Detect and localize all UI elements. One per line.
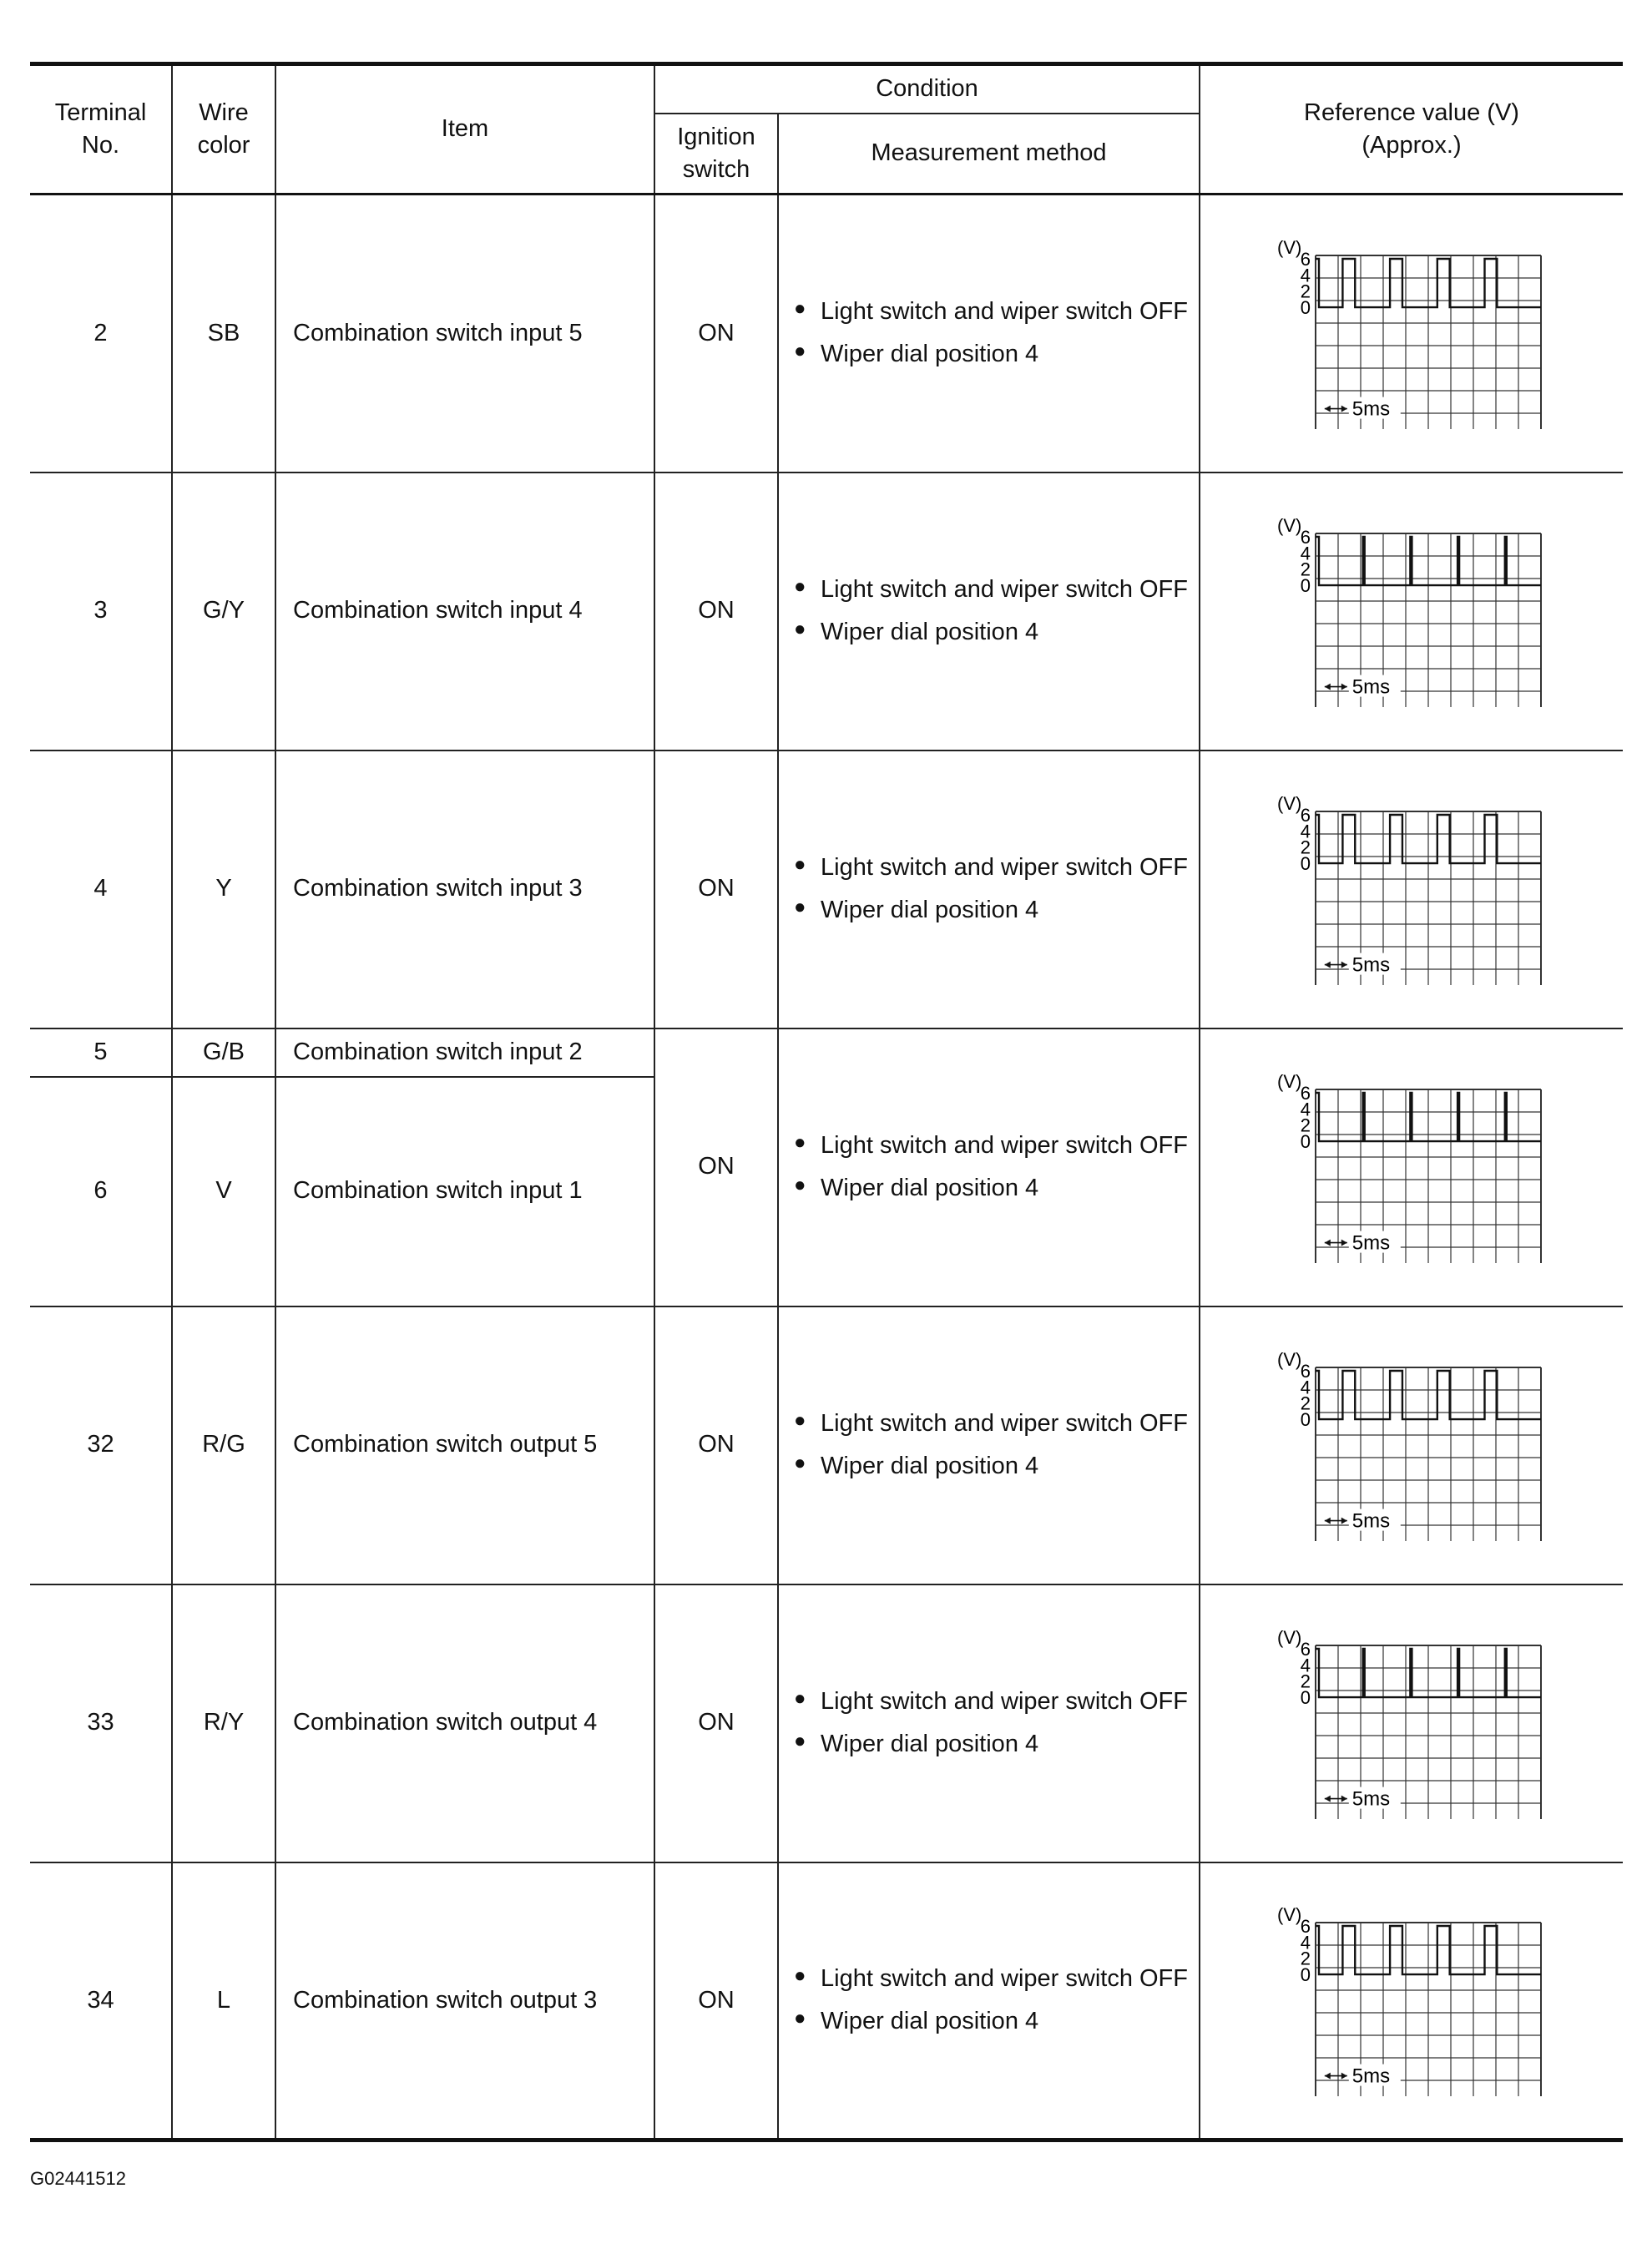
y-tick-label: 2 [1300, 1670, 1311, 1692]
y-tick-label: 2 [1300, 280, 1311, 302]
table-row [30, 195, 1623, 473]
method-list-item: ● Wiper dial position 4 [794, 616, 1199, 649]
method-list-item: ● Wiper dial position 4 [794, 1450, 1199, 1483]
timebase-arrowhead [1325, 1518, 1331, 1524]
y-tick-label: 2 [1300, 558, 1311, 580]
header-reference-value: Reference value (V) (Approx.) [1200, 64, 1623, 195]
timebase-arrowhead [1325, 406, 1331, 412]
method-list-item: ● Light switch and wiper switch OFF [794, 1408, 1199, 1440]
waveform-chart [1274, 1627, 1549, 1819]
item-cell: Combination switch output 5 [275, 1306, 654, 1584]
timebase-label: 5ms [1351, 1787, 1391, 1811]
measurement-cell [778, 195, 1200, 473]
terminal-cell: 33 [30, 1584, 172, 1862]
y-tick-label: 0 [1300, 1687, 1311, 1709]
item-cell: Combination switch input 2 [275, 1028, 654, 1077]
y-tick-label: 2 [1300, 1948, 1311, 1969]
header-terminal-no: Terminal No. [30, 64, 172, 195]
waveform-cell [1200, 1584, 1623, 1862]
wire-color-cell: R/Y [172, 1584, 275, 1862]
timebase-label: 5ms [1351, 397, 1391, 421]
y-tick-label: 0 [1300, 1131, 1311, 1153]
terminal-reference-table [30, 62, 1623, 2142]
y-unit-label: (V) [1277, 1627, 1302, 1648]
timebase-label: 5ms [1351, 953, 1391, 977]
waveform-cell [1200, 473, 1623, 751]
y-tick-label: 4 [1300, 1377, 1311, 1398]
waveform-cell [1200, 1028, 1623, 1306]
ignition-cell: ON [654, 473, 778, 751]
wire-color-cell: SB [172, 195, 275, 473]
method-list-item: ● Light switch and wiper switch OFF [794, 852, 1199, 884]
y-unit-label: (V) [1277, 1071, 1302, 1092]
y-unit-label: (V) [1277, 793, 1302, 814]
waveform-chart [1274, 793, 1549, 985]
timebase-arrowhead [1341, 406, 1347, 412]
wire-color-cell: Y [172, 751, 275, 1028]
method-list-item: ● Light switch and wiper switch OFF [794, 1963, 1199, 1995]
timebase-arrowhead [1341, 684, 1347, 690]
measurement-cell [778, 1028, 1200, 1306]
timebase-arrowhead [1341, 2073, 1347, 2080]
y-tick-label: 6 [1300, 1083, 1311, 1104]
terminal-cell: 32 [30, 1306, 172, 1584]
ignition-cell: ON [654, 1028, 778, 1306]
y-tick-label: 2 [1300, 836, 1311, 858]
ignition-cell: ON [654, 1306, 778, 1584]
y-tick-label: 2 [1300, 1114, 1311, 1136]
wire-color-cell: G/Y [172, 473, 275, 751]
y-tick-label: 4 [1300, 821, 1311, 842]
method-list-item: ● Wiper dial position 4 [794, 2005, 1199, 2038]
timebase-label: 5ms [1351, 1231, 1391, 1255]
y-tick-label: 0 [1300, 1964, 1311, 1986]
waveform-cell [1200, 1306, 1623, 1584]
waveform-chart [1274, 237, 1549, 429]
header-item: Item [275, 64, 654, 195]
timebase-arrowhead [1341, 1796, 1347, 1802]
terminal-cell: 34 [30, 1862, 172, 2140]
y-tick-label: 6 [1300, 1916, 1311, 1938]
timebase-arrowhead [1341, 962, 1347, 968]
table-row [30, 751, 1623, 1028]
y-unit-label: (V) [1277, 237, 1302, 259]
terminal-cell: 2 [30, 195, 172, 473]
measurement-cell [778, 751, 1200, 1028]
waveform-chart [1274, 1071, 1549, 1263]
y-tick-label: 0 [1300, 853, 1311, 875]
item-cell: Combination switch input 5 [275, 195, 654, 473]
item-cell: Combination switch input 3 [275, 751, 654, 1028]
item-cell: Combination switch output 4 [275, 1584, 654, 1862]
item-cell: Combination switch input 1 [275, 1077, 654, 1306]
item-cell: Combination switch output 3 [275, 1862, 654, 2140]
measurement-cell [778, 1862, 1200, 2140]
y-tick-label: 6 [1300, 527, 1311, 548]
waveform-cell [1200, 195, 1623, 473]
timebase-arrowhead [1325, 1796, 1331, 1802]
ignition-cell: ON [654, 195, 778, 473]
ignition-cell: ON [654, 1862, 778, 2140]
y-tick-label: 4 [1300, 1655, 1311, 1676]
method-list-item: ● Wiper dial position 4 [794, 1172, 1199, 1205]
header-measurement-method: Measurement method [778, 114, 1200, 195]
y-unit-label: (V) [1277, 1349, 1302, 1370]
timebase-arrowhead [1325, 684, 1331, 690]
method-list-item: ● Wiper dial position 4 [794, 1728, 1199, 1761]
timebase-label: 5ms [1351, 675, 1391, 699]
wire-color-cell: R/G [172, 1306, 275, 1584]
ignition-cell: ON [654, 751, 778, 1028]
y-tick-label: 0 [1300, 1409, 1311, 1431]
table-row [30, 1584, 1623, 1862]
y-unit-label: (V) [1277, 515, 1302, 536]
waveform-chart [1274, 1904, 1549, 2096]
y-tick-label: 6 [1300, 1361, 1311, 1382]
measurement-cell [778, 473, 1200, 751]
wire-color-cell: G/B [172, 1028, 275, 1077]
timebase-arrowhead [1325, 2073, 1331, 2080]
timebase-arrowhead [1341, 1240, 1347, 1246]
table-row [30, 1862, 1623, 2140]
y-tick-label: 0 [1300, 297, 1311, 319]
timebase-label: 5ms [1351, 2065, 1391, 2088]
method-list-item: ● Wiper dial position 4 [794, 894, 1199, 927]
waveform-chart [1274, 515, 1549, 707]
method-list-item: ● Light switch and wiper switch OFF [794, 1685, 1199, 1718]
item-cell: Combination switch input 4 [275, 473, 654, 751]
waveform-chart [1274, 1349, 1549, 1541]
method-list-item: ● Light switch and wiper switch OFF [794, 574, 1199, 606]
method-list-item: ● Light switch and wiper switch OFF [794, 1130, 1199, 1162]
table-row [30, 473, 1623, 751]
ignition-cell: ON [654, 1584, 778, 1862]
timebase-arrowhead [1341, 1518, 1347, 1524]
terminal-cell: 4 [30, 751, 172, 1028]
y-tick-label: 4 [1300, 265, 1311, 286]
waveform-cell [1200, 1862, 1623, 2140]
y-tick-label: 4 [1300, 543, 1311, 564]
wire-color-cell: V [172, 1077, 275, 1306]
y-tick-label: 0 [1300, 575, 1311, 597]
measurement-cell [778, 1584, 1200, 1862]
timebase-arrowhead [1325, 962, 1331, 968]
method-list-item: ● Light switch and wiper switch OFF [794, 296, 1199, 328]
table-row [30, 1028, 1623, 1077]
wire-color-cell: L [172, 1862, 275, 2140]
y-tick-label: 6 [1300, 249, 1311, 270]
header-wire-color: Wire color [172, 64, 275, 195]
y-tick-label: 6 [1300, 805, 1311, 826]
measurement-cell [778, 1306, 1200, 1584]
y-tick-label: 2 [1300, 1392, 1311, 1414]
terminal-cell: 6 [30, 1077, 172, 1306]
header-condition: Condition [654, 64, 1200, 114]
y-tick-label: 4 [1300, 1099, 1311, 1120]
timebase-arrowhead [1325, 1240, 1331, 1246]
terminal-cell: 5 [30, 1028, 172, 1077]
y-tick-label: 6 [1300, 1639, 1311, 1660]
y-tick-label: 4 [1300, 1932, 1311, 1953]
y-unit-label: (V) [1277, 1904, 1302, 1926]
waveform-cell [1200, 751, 1623, 1028]
table-row [30, 1306, 1623, 1584]
figure-id: G02441512 [30, 2168, 126, 2189]
method-list-item: ● Wiper dial position 4 [794, 338, 1199, 371]
timebase-label: 5ms [1351, 1509, 1391, 1533]
terminal-cell: 3 [30, 473, 172, 751]
header-ignition-switch: Ignition switch [654, 114, 778, 195]
